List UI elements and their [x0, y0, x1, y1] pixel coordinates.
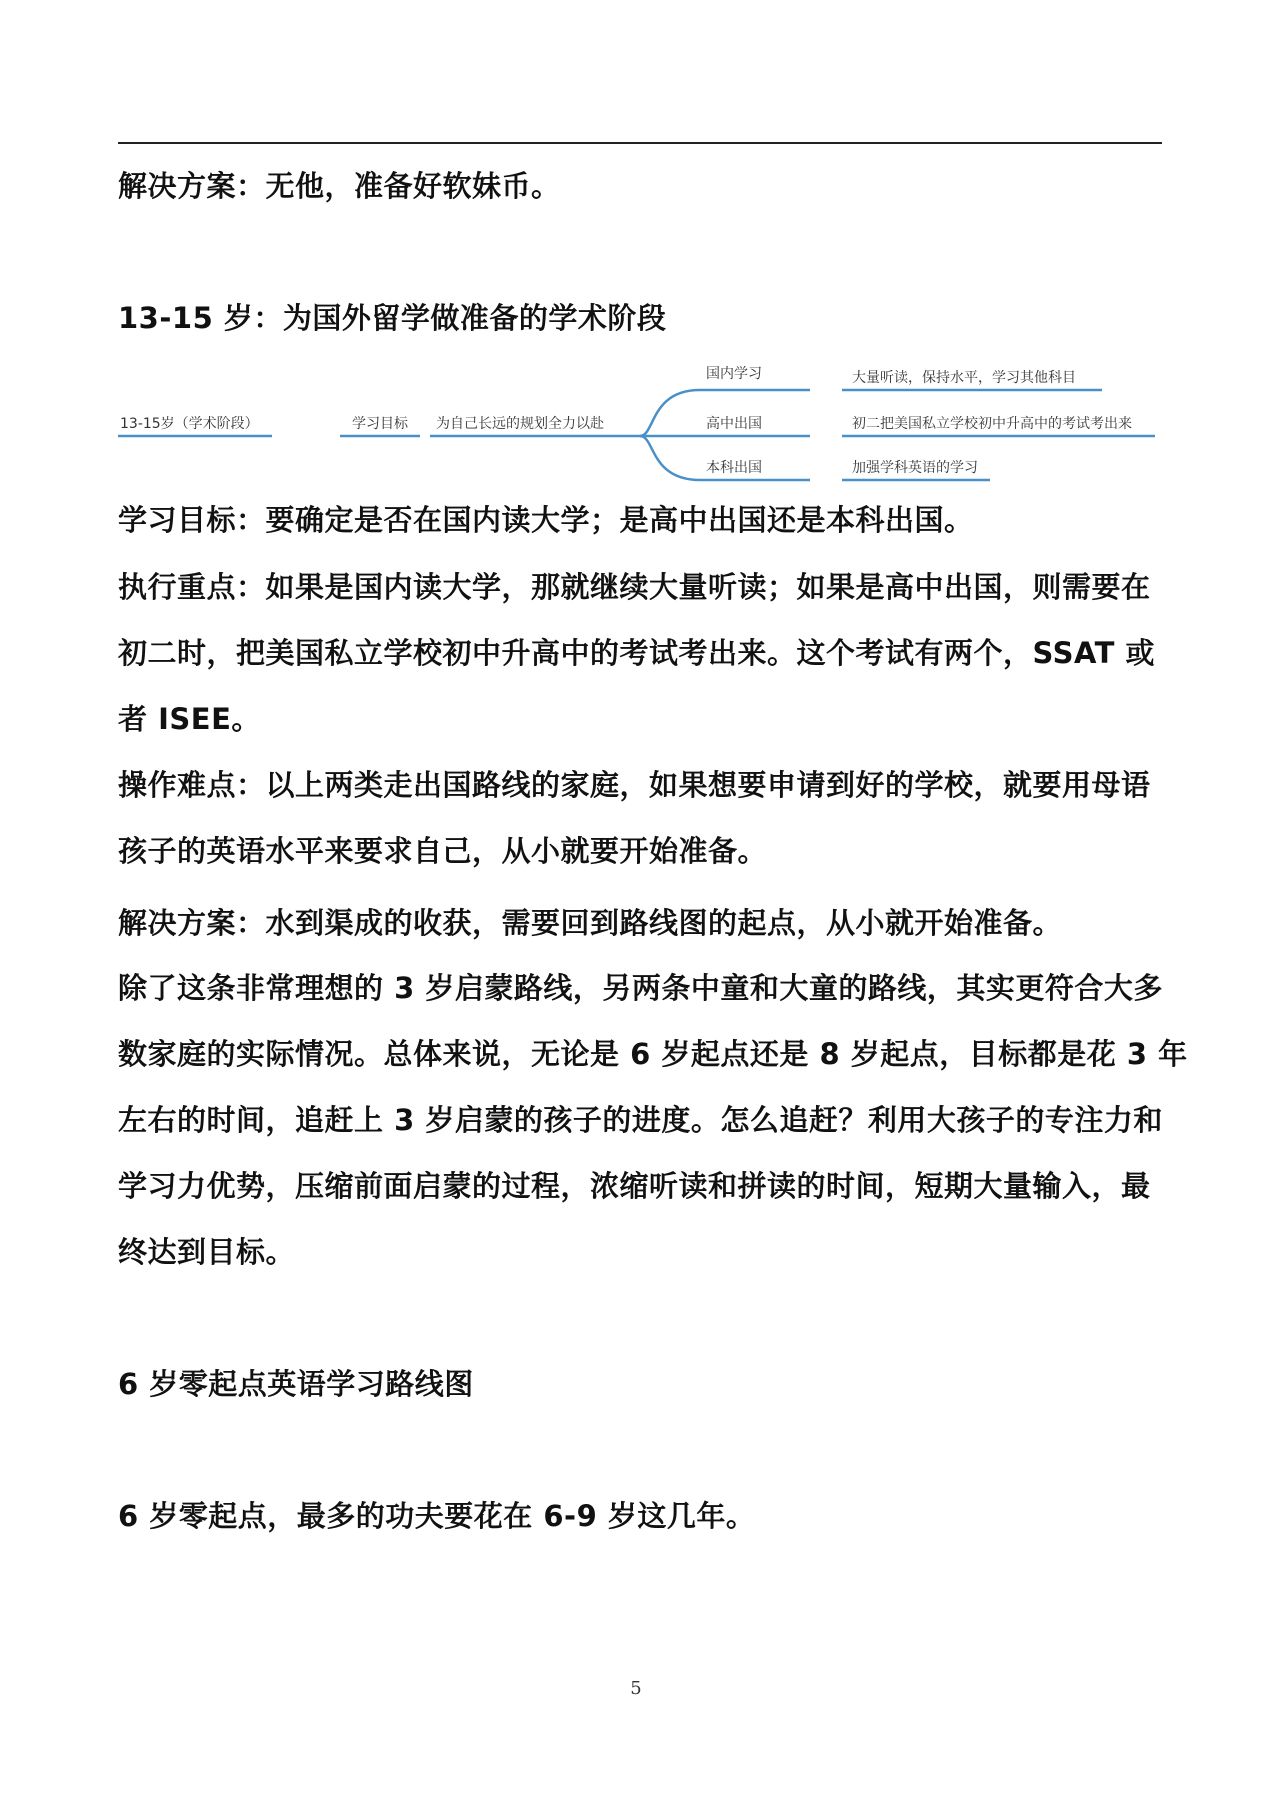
paragraph-summary-line-1: 除了这条非常理想的 3 岁启蒙路线，另两条中童和大童的路线，其实更符合大多	[118, 971, 1163, 1005]
section-heading-13-15: 13-15 岁：为国外留学做准备的学术阶段	[118, 301, 667, 335]
mind-map-branch-label-2: 高中出国	[706, 416, 762, 432]
paragraph-6-years: 6 岁零起点，最多的功夫要花在 6-9 岁这几年。	[118, 1499, 756, 1533]
paragraph-exec-line-1: 执行重点：如果是国内读大学，那就继续大量听读；如果是高中出国，则需要在	[118, 570, 1151, 604]
section-heading-6-years: 6 岁零起点英语学习路线图	[118, 1367, 474, 1401]
paragraph-exec-line-3: 者 ISEE。	[118, 702, 261, 736]
paragraph-exec-line-2: 初二时，把美国私立学校初中升高中的考试考出来。这个考试有两个，SSAT 或	[118, 636, 1156, 670]
paragraph-summary-line-5: 终达到目标。	[118, 1235, 296, 1269]
paragraph-difficulty-line-1: 操作难点：以上两类走出国路线的家庭，如果想要申请到好的学校，就要用母语	[118, 768, 1151, 802]
paragraph-goal: 学习目标：要确定是否在国内读大学；是高中出国还是本科出国。	[118, 503, 974, 537]
paragraph-difficulty-line-2: 孩子的英语水平来要求自己，从小就要开始准备。	[118, 834, 768, 868]
mind-map-branch-detail-3: 加强学科英语的学习	[852, 460, 978, 476]
page-number: 5	[630, 1678, 642, 1699]
mind-map-node-goal: 学习目标	[352, 416, 408, 432]
paragraph-summary-line-2: 数家庭的实际情况。总体来说，无论是 6 岁起点还是 8 岁起点，目标都是花 3 年	[118, 1037, 1188, 1071]
mind-map-branch-label-3: 本科出国	[706, 460, 762, 476]
mind-map-branch-detail-2: 初二把美国私立学校初中升高中的考试考出来	[852, 416, 1132, 432]
solution-line-1: 解决方案：无他，准备好软妹币。	[118, 169, 561, 203]
mind-map-root: 13-15岁（学术阶段）	[120, 416, 259, 432]
paragraph-summary-line-4: 学习力优势，压缩前面启蒙的过程，浓缩听读和拼读的时间，短期大量输入，最	[118, 1169, 1151, 1203]
mind-map-branch-detail-1: 大量听读，保持水平，学习其他科目	[852, 370, 1076, 386]
mind-map-node-plan: 为自己长远的规划全力以赴	[436, 416, 604, 432]
mind-map-13-15	[0, 360, 1272, 490]
mind-map-branch-label-1: 国内学习	[706, 366, 762, 382]
paragraph-summary-line-3: 左右的时间，追赶上 3 岁启蒙的孩子的进度。怎么追赶？利用大孩子的专注力和	[118, 1103, 1163, 1137]
top-rule	[118, 142, 1162, 144]
paragraph-solution: 解决方案：水到渠成的收获，需要回到路线图的起点，从小就开始准备。	[118, 906, 1063, 940]
